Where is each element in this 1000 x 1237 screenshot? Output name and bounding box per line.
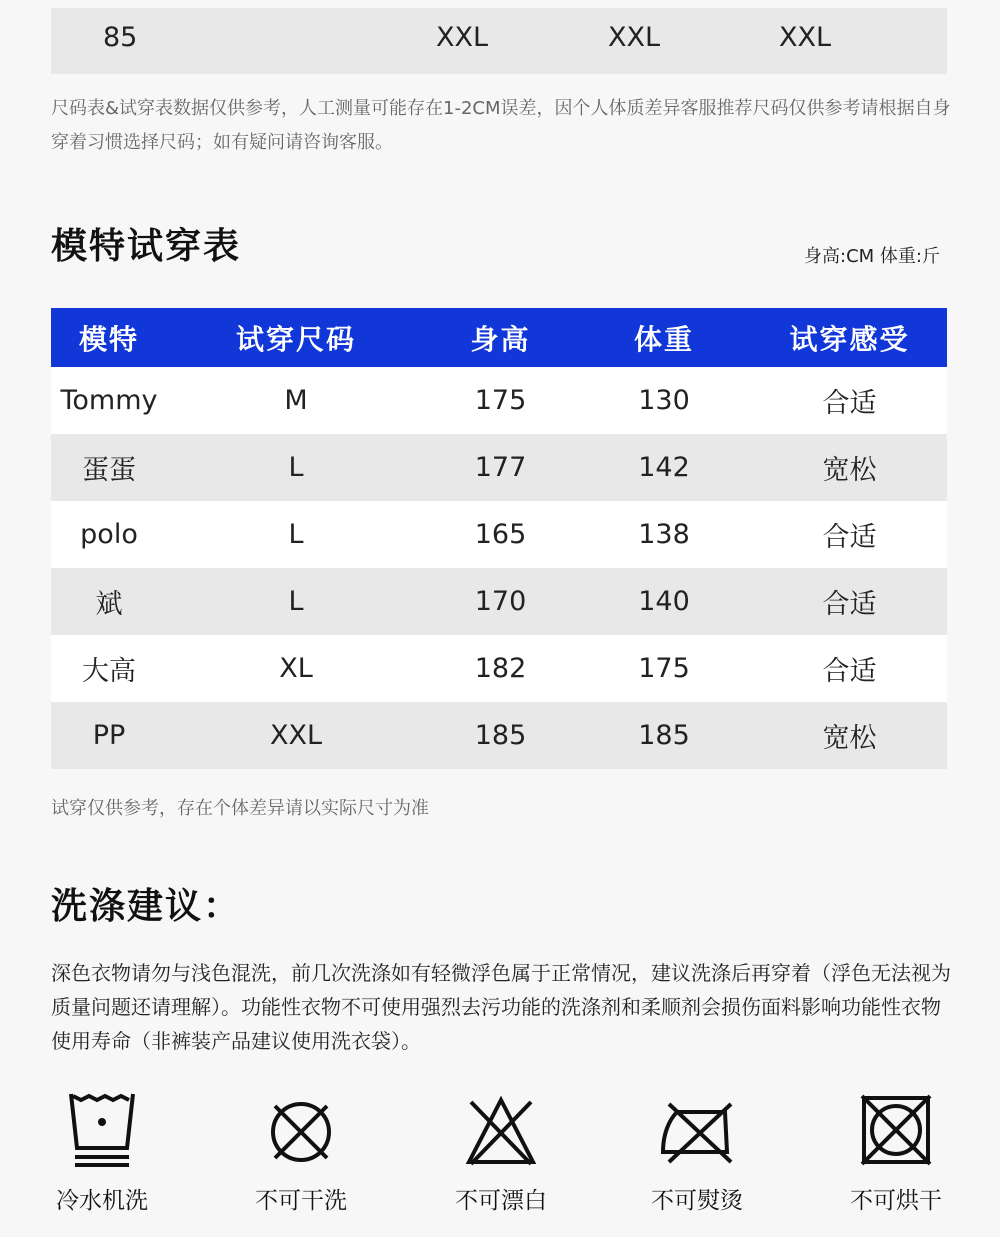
cell-weight: 130 xyxy=(576,367,752,434)
cell-model: polo xyxy=(51,501,167,568)
fit-table-header xyxy=(51,308,947,367)
cell-feel: 宽松 xyxy=(752,702,947,769)
care-label: 不可干洗 xyxy=(255,1188,347,1214)
header-height: 身高 xyxy=(425,308,576,367)
no-wash-icon xyxy=(261,1090,341,1170)
cell-model: Tommy xyxy=(51,367,167,434)
cold-wash-icon xyxy=(67,1090,137,1170)
table-row xyxy=(51,501,947,568)
cell-size: XL xyxy=(167,635,425,702)
no-tumble-dry-icon xyxy=(856,1090,936,1170)
no-iron-icon xyxy=(657,1090,737,1170)
care-label: 不可漂白 xyxy=(455,1188,547,1214)
care-no-wash xyxy=(226,1090,376,1215)
size-cell: XXL xyxy=(608,22,661,53)
cell-size: L xyxy=(167,434,425,501)
care-label: 不可熨烫 xyxy=(651,1188,743,1214)
cell-feel: 合适 xyxy=(752,367,947,434)
size-cell: 85 xyxy=(103,22,138,53)
size-table-last-row xyxy=(51,8,947,74)
cell-weight: 138 xyxy=(576,501,752,568)
cell-height: 170 xyxy=(425,568,576,635)
cell-size: XXL xyxy=(167,702,425,769)
cell-weight: 175 xyxy=(576,635,752,702)
cell-feel: 合适 xyxy=(752,635,947,702)
cell-weight: 185 xyxy=(576,702,752,769)
header-size: 试穿尺码 xyxy=(167,308,425,367)
wash-advice: 深色衣物请勿与浅色混洗，前几次洗涤如有轻微浮色属于正常情况，建议洗涤后再穿着（浮色无法视为质量问题还请理解）。功能性衣物不可使用强烈去污功能的洗涤剂和柔顺剂会损伤面料影响功能性衣物使用寿命（非裤装产品建议使用洗衣袋）。 xyxy=(51,961,951,1053)
size-cell: XXL xyxy=(436,22,489,53)
fit-table-title: 模特试穿表 xyxy=(51,226,242,267)
table-row xyxy=(51,434,947,501)
care-label: 不可烘干 xyxy=(850,1188,942,1214)
fit-table-units: 身高:CM 体重:斤 xyxy=(804,246,940,267)
care-cold-wash xyxy=(27,1090,177,1215)
header-model: 模特 xyxy=(51,308,167,367)
size-cell: XXL xyxy=(779,22,832,53)
header-feel: 试穿感受 xyxy=(752,308,947,367)
cell-weight: 140 xyxy=(576,568,752,635)
size-table-note: 尺码表&试穿表数据仅供参考，人工测量可能存在1-2CM误差，因个人体质差异客服推荐尺码仅供参考请根据自身穿着习惯选择尺码；如有疑问请咨询客服。 xyxy=(51,98,951,153)
fit-table xyxy=(51,308,947,769)
cell-height: 175 xyxy=(425,367,576,434)
cell-feel: 宽松 xyxy=(752,434,947,501)
cell-height: 182 xyxy=(425,635,576,702)
cell-size: L xyxy=(167,568,425,635)
table-row xyxy=(51,568,947,635)
table-row xyxy=(51,367,947,434)
cell-model: 斌 xyxy=(51,568,167,635)
care-no-tumble-dry xyxy=(821,1090,971,1215)
fit-table-note: 试穿仅供参考，存在个体差异请以实际尺寸为准 xyxy=(51,798,429,819)
cell-weight: 142 xyxy=(576,434,752,501)
cell-height: 177 xyxy=(425,434,576,501)
cell-height: 185 xyxy=(425,702,576,769)
cell-size: M xyxy=(167,367,425,434)
wash-title: 洗涤建议： xyxy=(51,886,242,927)
cell-size: L xyxy=(167,501,425,568)
cell-feel: 合适 xyxy=(752,501,947,568)
no-bleach-icon xyxy=(461,1090,541,1170)
cell-model: 蛋蛋 xyxy=(51,434,167,501)
care-label: 冷水机洗 xyxy=(56,1188,148,1214)
cell-model: PP xyxy=(51,702,167,769)
table-row xyxy=(51,635,947,702)
care-no-bleach xyxy=(426,1090,576,1215)
cell-model: 大高 xyxy=(51,635,167,702)
table-row xyxy=(51,702,947,769)
header-weight: 体重 xyxy=(576,308,752,367)
care-no-iron xyxy=(622,1090,772,1215)
cell-feel: 合适 xyxy=(752,568,947,635)
cell-height: 165 xyxy=(425,501,576,568)
